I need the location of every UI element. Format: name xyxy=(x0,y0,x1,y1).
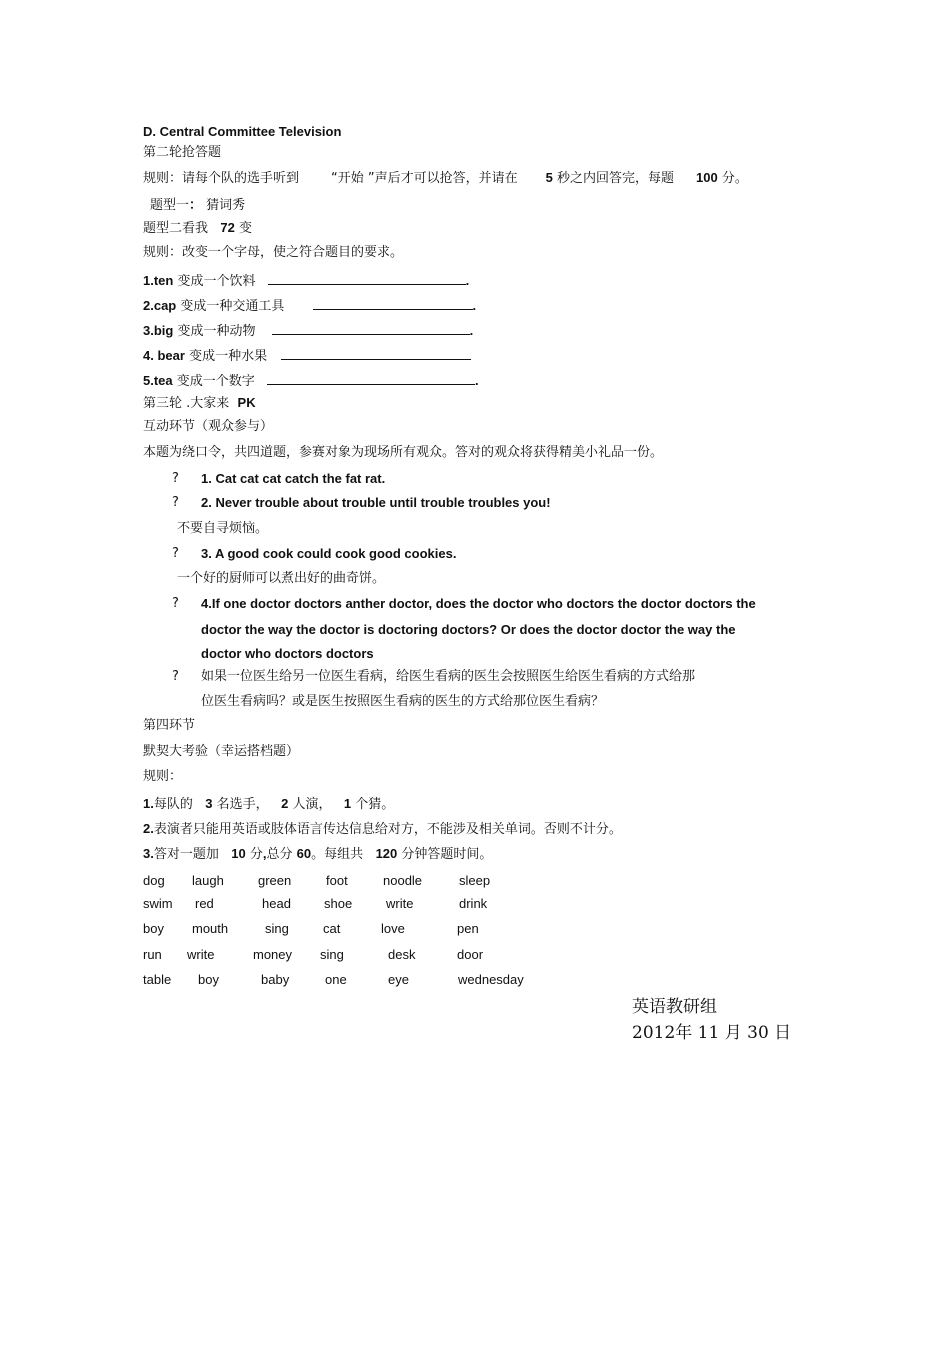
round3-intro: 本题为绕口令，共四道题，参赛对象为现场所有观众。答对的观众将获得精美小礼品一份。 xyxy=(143,445,664,460)
bullet-icon: ? xyxy=(172,669,179,684)
rule-text: 。每组共 xyxy=(311,847,364,862)
fill-item-end: . xyxy=(474,373,479,388)
tongue-twister-1: 1. Cat cat cat catch the fat rat. xyxy=(201,471,386,486)
rule-text: 分钟答题时间。 xyxy=(401,847,493,862)
signature-group: 英语教研组 xyxy=(632,997,717,1017)
rule-value: 3 xyxy=(205,796,213,811)
fill-item-text: 变成一种动物 xyxy=(177,324,256,339)
tongue-twister-3-translation: 一个好的厨师可以煮出好的曲奇饼。 xyxy=(177,571,386,586)
round4-rule-1 xyxy=(143,796,394,813)
word-cell: sing xyxy=(320,947,344,962)
round4-rule-2 xyxy=(143,821,622,838)
date-day-label: 日 xyxy=(774,1023,792,1043)
round2-rule-points: 100 xyxy=(696,170,718,185)
bullet-icon: ? xyxy=(172,471,179,486)
fill-item-1 xyxy=(143,272,469,290)
fill-item-word: 5.tea xyxy=(143,373,173,388)
fill-item-text: 变成一种交通工具 xyxy=(180,299,285,314)
type2-line xyxy=(143,220,252,237)
type2-rule: 规则：改变一个字母，使之符合题目的要求。 xyxy=(143,245,404,260)
signature-date xyxy=(632,1018,791,1043)
round3-title-pk: PK xyxy=(237,395,256,410)
rule-text: 总分 xyxy=(266,847,293,862)
fill-item-text: 变成一种水果 xyxy=(189,349,268,364)
word-cell: one xyxy=(325,972,347,987)
word-cell: drink xyxy=(459,896,488,911)
date-month: 11 xyxy=(697,1023,720,1043)
round2-rule-prefix: 规则：请每个队的选手听到 xyxy=(143,171,300,186)
rule-value: 120 xyxy=(375,846,398,861)
fill-item-4 xyxy=(143,347,471,365)
tongue-twister-4-translation-1: 如果一位医生给另一位医生看病，给医生看病的医生会按照医生给医生看病的方式给那 xyxy=(201,669,696,684)
tongue-twister-4-line-1: 4.If one doctor doctors anther doctor, does the doctor who doctors the doctor doctors the xyxy=(201,596,756,611)
fill-item-word: 4. bear xyxy=(143,348,185,363)
rule-text: 每队的 xyxy=(153,797,193,812)
round4-title: 第四环节 xyxy=(143,718,196,733)
answer-blank[interactable] xyxy=(267,372,475,385)
round3-title xyxy=(143,395,256,412)
rule-text: 个猜。 xyxy=(355,797,395,812)
word-cell: cat xyxy=(323,921,341,936)
fill-item-word: 1.ten xyxy=(143,273,174,288)
round2-rule-seconds: 5 xyxy=(545,170,553,185)
rule-text: 分 xyxy=(249,847,263,862)
rule-number: 2. xyxy=(143,821,154,836)
word-cell: laugh xyxy=(192,873,224,888)
date-month-label: 月 xyxy=(724,1023,742,1043)
word-cell: write xyxy=(386,896,414,911)
word-cell: green xyxy=(258,873,292,888)
round4-rule-3 xyxy=(143,846,492,863)
word-cell: red xyxy=(195,896,214,911)
round2-rule xyxy=(143,170,748,187)
word-cell: sleep xyxy=(459,873,491,888)
answer-blank[interactable] xyxy=(313,297,473,310)
round2-rule-mid: 秒之内回答完，每题 xyxy=(557,171,675,186)
fill-item-end: . xyxy=(472,298,477,313)
word-cell: write xyxy=(187,947,215,962)
word-cell: boy xyxy=(143,921,164,936)
tongue-twister-4-translation-2: 位医生看病吗？或是医生按照医生看病的医生的方式给那位医生看病？ xyxy=(201,694,605,709)
word-cell: eye xyxy=(388,972,409,987)
rule-value: 60 xyxy=(296,846,312,861)
word-cell: head xyxy=(262,896,291,911)
round4-subtitle: 默契大考验（幸运搭档题） xyxy=(143,744,300,759)
round4-rules-label: 规则： xyxy=(143,769,183,784)
type1-name: 猜词秀 xyxy=(206,198,246,213)
rule-text: 名选手， xyxy=(216,797,269,812)
tongue-twister-4-line-2: doctor the way the doctor is doctoring doctors? Or does the doctor doctor the way the xyxy=(201,622,736,637)
document-header: D. Central Committee Television xyxy=(143,124,342,139)
answer-blank[interactable] xyxy=(281,347,471,360)
word-cell: table xyxy=(143,972,172,987)
rule-value: 10 xyxy=(231,846,246,861)
word-cell: money xyxy=(253,947,293,962)
fill-item-3 xyxy=(143,322,473,340)
type1-colon: ： xyxy=(189,197,203,212)
word-cell: shoe xyxy=(324,896,353,911)
word-cell: baby xyxy=(261,972,290,987)
bullet-icon: ? xyxy=(172,546,179,561)
tongue-twister-2-translation: 不要自寻烦恼。 xyxy=(177,521,269,536)
date-day: 30 xyxy=(747,1023,769,1043)
date-year-label: 年 xyxy=(675,1023,693,1043)
word-cell: foot xyxy=(326,873,348,888)
fill-item-text: 变成一个饮料 xyxy=(177,274,256,289)
bullet-icon: ? xyxy=(172,495,179,510)
tongue-twister-2: 2. Never trouble about trouble until trouble troubles you! xyxy=(201,495,551,510)
tongue-twister-3: 3. A good cook could cook good cookies. xyxy=(201,546,457,561)
word-cell: noodle xyxy=(383,873,423,888)
word-cell: mouth xyxy=(192,921,229,936)
word-cell: wednesday xyxy=(458,972,524,987)
fill-item-end: . xyxy=(469,323,474,338)
word-cell: desk xyxy=(388,947,416,962)
round2-rule-end: 分。 xyxy=(721,171,748,186)
answer-blank[interactable] xyxy=(272,322,470,335)
round3-subtitle: 互动环节（观众参与） xyxy=(143,419,274,434)
rule-text: 人演， xyxy=(292,797,332,812)
word-cell: run xyxy=(143,947,162,962)
word-cell: dog xyxy=(143,873,165,888)
word-cell: love xyxy=(381,921,405,936)
tongue-twister-4-line-3: doctor who doctors doctors xyxy=(201,646,374,661)
round2-title: 第二轮抢答题 xyxy=(143,145,222,160)
fill-item-word: 3.big xyxy=(143,323,174,338)
round2-rule-quote: “开始 ”声后才可以抢答，并请在 xyxy=(331,171,518,186)
fill-item-text: 变成一个数字 xyxy=(176,374,255,389)
rule-number: 3. xyxy=(143,846,154,861)
date-year: 2012 xyxy=(632,1023,676,1043)
rule-text: 表演者只能用英语或肢体语言传达信息给对方，不能涉及相关单词。否则不计分。 xyxy=(153,822,622,837)
rule-text: , xyxy=(262,846,267,861)
word-cell: boy xyxy=(198,972,219,987)
rule-value: 2 xyxy=(281,796,289,811)
type2-label: 题型二看我 xyxy=(143,221,209,236)
fill-item-2 xyxy=(143,297,476,315)
bullet-icon: ? xyxy=(172,596,179,611)
type2-num: 72 xyxy=(220,220,235,235)
fill-item-5 xyxy=(143,372,479,390)
fill-item-end: . xyxy=(465,273,470,288)
type1-label: 题型一 xyxy=(150,198,190,213)
word-cell: swim xyxy=(143,896,173,911)
answer-blank[interactable] xyxy=(268,272,466,285)
word-cell: sing xyxy=(265,921,289,936)
type1-line xyxy=(150,197,245,214)
word-cell: door xyxy=(457,947,484,962)
fill-item-word: 2.cap xyxy=(143,298,177,313)
rule-value: 1 xyxy=(343,796,352,811)
rule-number: 1. xyxy=(143,796,154,811)
word-cell: pen xyxy=(457,921,479,936)
type2-end: 变 xyxy=(239,221,253,236)
round3-title-prefix: 第三轮 .大家来 xyxy=(143,396,230,411)
rule-text: 答对一题加 xyxy=(153,847,219,862)
